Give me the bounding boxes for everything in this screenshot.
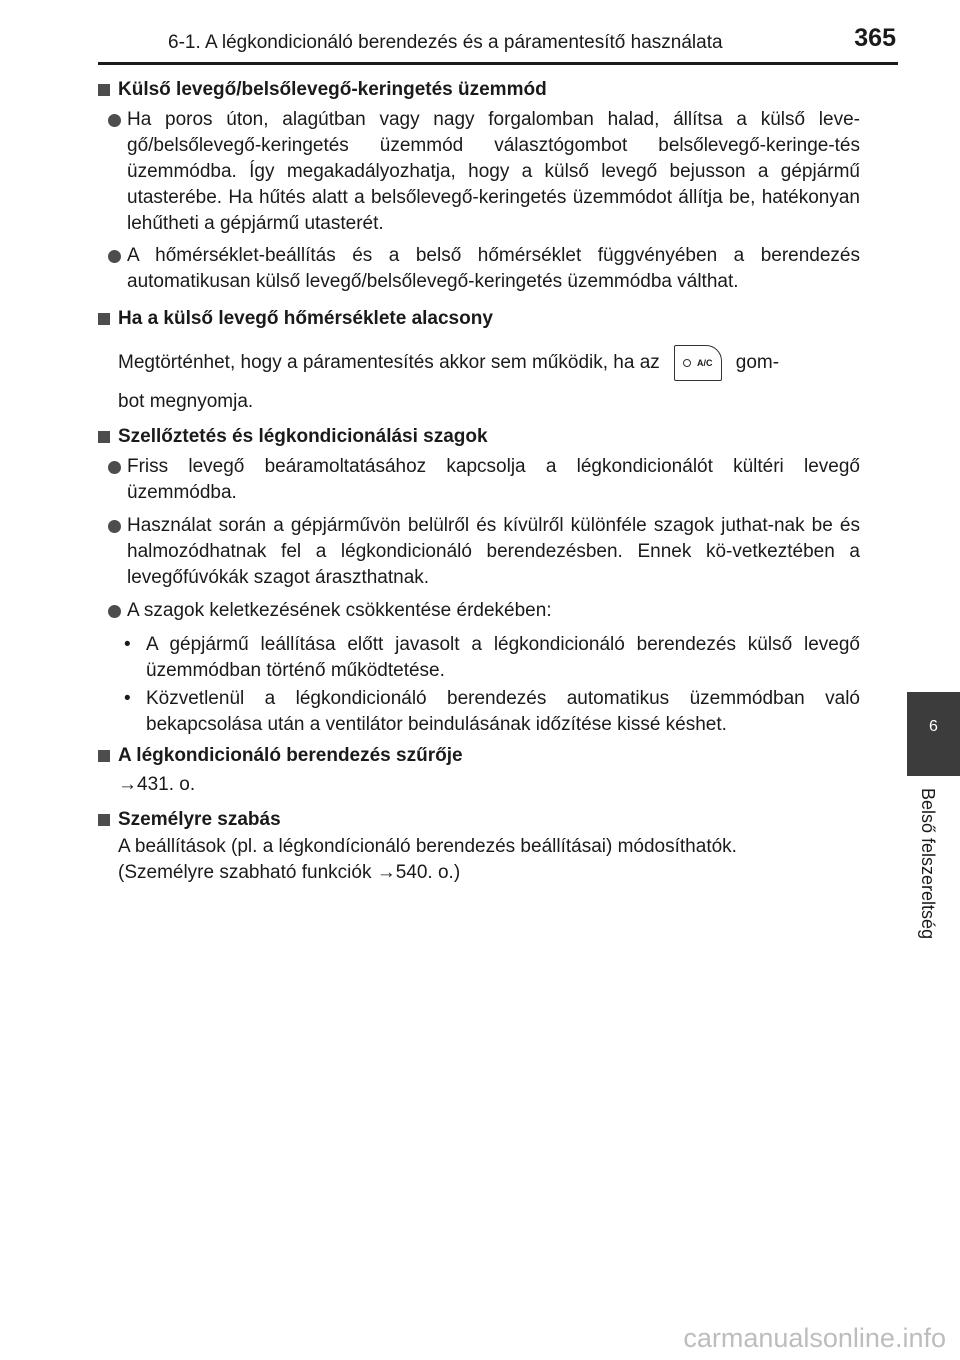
- round-bullet-icon: [108, 520, 121, 533]
- section-heading-low-temperature: Ha a külső levegő hőmérséklete alacsony: [98, 305, 860, 333]
- paragraph: Megtörténhet, hogy a páramentesítés akkor sem működik, ha az A/C gom-: [118, 345, 860, 381]
- chapter-number: 6: [929, 718, 938, 735]
- square-bullet-icon: [98, 431, 110, 443]
- round-bullet-icon: [108, 114, 121, 127]
- bullet-item: Friss levegő beáramoltatásához kapcsolja a légkondicionálót kültéri levegő üzemmódba.: [98, 454, 860, 506]
- section-heading-customization: Személyre szabás: [98, 806, 860, 834]
- round-bullet-icon: [108, 461, 121, 474]
- round-bullet-icon: [108, 605, 121, 618]
- chapter-tab: [907, 692, 960, 776]
- page-content: [98, 76, 860, 886]
- watermark: carmanualsonline.info: [683, 1323, 946, 1353]
- section-heading-filter: A légkondicionáló berendezés szűrője: [98, 742, 860, 770]
- square-bullet-icon: [98, 313, 110, 325]
- section-heading-air-mode: Külső levegő/belsőlevegő-keringetés üzemmód: [98, 76, 860, 104]
- chapter-title: 6-1. A légkondicionáló berendezés és a páramentesítő használata: [168, 32, 723, 53]
- paragraph: bot megnyomja.: [118, 391, 254, 412]
- page-number: 365: [854, 24, 896, 52]
- round-bullet-icon: [108, 250, 121, 263]
- square-bullet-icon: [98, 84, 110, 96]
- paragraph: A beállítások (pl. a légkondícionáló berendezés beállításai) módosíthatók.: [118, 836, 737, 857]
- page-header: [98, 26, 898, 60]
- bullet-item: A hőmérséklet-beállítás és a belső hőmérséklet függvényében a berendezés automatikusan külső levegő/belsőlevegő-keringetés üzemmódba válthat.: [98, 243, 860, 295]
- page-reference: →431. o.: [118, 774, 196, 795]
- paragraph: (Személyre szabható funkciók →540. o.): [118, 862, 461, 883]
- sub-bullet-item: • Közvetlenül a légkondicionáló berendezés automatikus üzemmódban való bekapcsolása után a ventilátor beindulásának időzítése kissé késhet.: [124, 688, 860, 735]
- section-heading-odors: Szellőztetés és légkondicionálási szagok: [98, 423, 860, 451]
- square-bullet-icon: [98, 750, 110, 762]
- square-bullet-icon: [98, 814, 110, 826]
- bullet-item: Használat során a gépjárművön belülről és kívülről különféle szagok juthat-nak be és halmozódhatnak fel a légkondicionáló berendezésben. Ennek kö-vetkeztében a levegőfúvókák szagot áraszthatnak.: [98, 513, 860, 591]
- bullet-item: Ha poros úton, alagútban vagy nagy forgalomban halad, állítsa a külső leve-gő/belsőlevegő-keringetés üzemmód választógombot belsőlevegő-keringe-tés üzemmódba. Így megakadályozhatja, hogy a külső levegő bejusson a gépjármű utasterébe. Ha hűtés alatt a belsőlevegő-keringetés üzemmódot állítja be, hatékonyan lehűtheti a gépjármű utasterét.: [98, 107, 860, 237]
- ac-button-icon: A/C: [674, 345, 722, 381]
- chapter-label: Belső felszereltség: [918, 788, 938, 940]
- header-divider: [98, 62, 898, 65]
- bullet-item: A szagok keletkezésének csökkentése érdekében:: [98, 598, 860, 624]
- sub-bullet-item: • A gépjármű leállítása előtt javasolt a légkondicionáló berendezés külső levegő üzemmódban történő működtetése.: [124, 634, 860, 681]
